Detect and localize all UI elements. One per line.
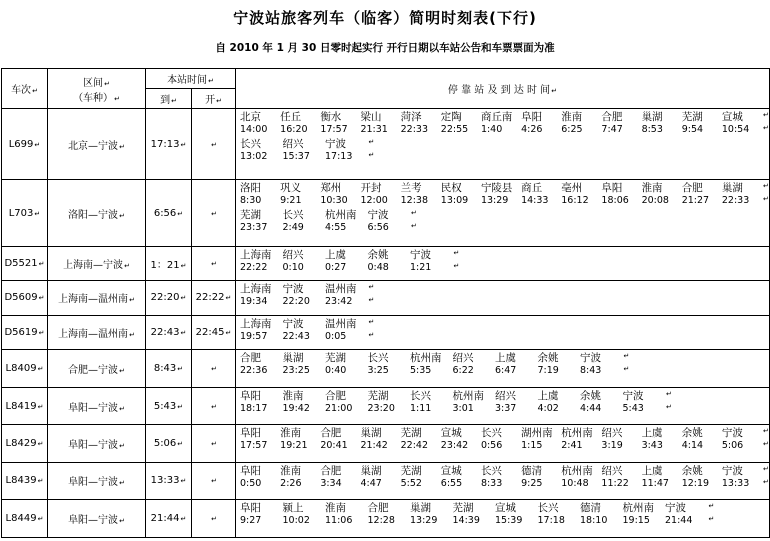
depart-time: 22:22↵ [192,281,236,315]
stop-time: 3:19 [601,439,623,451]
stop-station: 合肥 [320,465,342,478]
stop-station: 长兴 [537,501,559,514]
stop-station: 合肥 [601,111,623,124]
stop-time: 0:27 [325,261,347,273]
arrive-time: 17:13↵ [146,109,192,180]
stop-time: 18:17 [240,403,268,415]
stop-time: 8:30 [240,195,262,207]
stop-station: 长兴 [367,351,389,364]
stop-time: 10:30 [320,195,348,207]
stop-time: 21:27 [681,195,710,207]
stops-cell: 阜阳 颍上 淮南 合肥 巢湖 芜湖 宣城 长兴 德清 杭州南 宁波 ↵ 9:27 10:02 11:06 12:28 13:29 14:39 15:39 17:18 18:10 19:15 21:44 ↵ [236,499,770,538]
stop-time: 5:35 [410,364,432,376]
stop-time: 6:22 [452,364,474,376]
stop-station: 杭州南 [410,351,442,364]
timetable [1,68,770,538]
train-section: 洛阳—宁波↵ [48,180,146,247]
stop-station: 阜阳 [240,465,261,478]
stop-time: 22:20 [282,296,310,308]
stop-time: 13:09 [440,195,469,207]
stop-station: 宁波 [282,283,304,296]
stop-station: 任丘 [280,111,302,124]
stop-time: 9:54 [681,124,704,136]
depart-time: ↵ [192,349,236,387]
stop-station: 衡水 [320,111,342,124]
stop-time: 5:52 [400,478,422,490]
stop-time: 23:37 [240,222,268,234]
stop-time: 1:21 [410,261,432,273]
stop-time: 22:33 [721,195,750,207]
stop-time: 8:53 [641,124,663,136]
stop-time: 3:01 [452,403,474,415]
stop-station: 余姚 [580,390,601,403]
stop-station: 民权 [440,182,462,195]
header-depart: 开↵ [192,89,236,109]
train-no: L8409↵ [2,349,48,387]
arrive-time: 21:44↵ [146,499,192,538]
table-row [2,180,770,247]
stop-station: 宣城 [495,501,516,514]
table-row [2,281,770,315]
stops-cell: 北京 任丘 衡水 梁山 菏泽 定陶 商丘南 阜阳 淮南 合肥 巢湖 芜湖 宣城 ↵ 14:00 16:20 17:57 21:31 22:33 22:55 1:40 4:26 6:25 7:47 8:53 9:54 10:54 ↵ 长兴 绍兴 宁波 ↵ 13:02 15:37 17:13 ↵ [236,109,770,180]
table-row [2,109,770,180]
stop-time: 3:25 [367,364,389,376]
stop-station: 巢湖 [641,111,663,124]
stop-station: 阜阳 [240,426,261,439]
train-no: L699↵ [2,109,48,180]
train-section: 阜阳—宁波↵ [48,424,146,462]
stop-station: 绍兴 [495,390,516,403]
stops-cell: 上海南 宁波 温州南 ↵ 19:34 22:20 23:42 ↵ [236,281,770,315]
arrive-time: 22:43↵ [146,315,192,349]
stop-station: 淮南 [282,390,304,403]
stop-time: 14:39 [452,514,480,526]
arrive-time: 5:43↵ [146,388,192,424]
stop-station: 淮南 [641,182,663,195]
stop-time: 12:19 [681,478,710,490]
stop-time: 4:44 [580,403,602,415]
stop-time: 13:29 [410,514,438,526]
stop-station: 余姚 [537,351,559,364]
stops-cell: 阜阳 淮南 合肥 巢湖 芜湖 宣城 长兴 德清 杭州南 绍兴 上虞 余姚 宁波 ↵ 0:50 2:26 3:34 4:47 5:52 6:55 8:33 9:25 10:48 11:22 11:47 12:19 13:33 ↵ [236,463,770,499]
table-row [2,463,770,499]
stop-time: 3:43 [641,439,663,451]
stop-station: 上虞 [641,426,663,439]
train-no: D5619↵ [2,315,48,349]
stop-time: 6:56 [367,222,389,234]
table-row [2,499,770,538]
train-no: L8449↵ [2,499,48,538]
arrive-time: 5:06↵ [146,424,192,462]
stop-station: 长兴 [410,390,431,403]
stop-time: 12:00 [360,195,388,207]
page-title: 宁波站旅客列车（临客）简明时刻表(下行) [233,9,537,27]
stop-station: 温州南 [325,283,357,296]
stop-time: 23:42 [325,296,353,308]
train-no: L8419↵ [2,388,48,424]
stop-time: 22:43 [282,330,310,342]
arrive-time: 13:33↵ [146,463,192,499]
depart-time: ↵ [192,463,236,499]
stop-time: 17:13 [325,151,353,163]
header-station-time: 本站时间↵ [146,69,236,89]
stop-station: 上海南 [240,317,272,330]
stop-time: 23:42 [440,439,469,451]
stop-station: 宁波 [367,209,389,222]
stop-time: 5:06 [721,439,744,451]
stop-time: 4:14 [681,439,704,451]
stop-station: 定陶 [440,111,462,124]
stop-station: 宁陵县 [480,182,513,195]
stop-time: 0:05 [325,330,347,342]
stop-time: 20:41 [320,439,348,451]
stop-time: 4:47 [360,478,382,490]
train-section: 上海南—温州南↵ [48,281,146,315]
stops-cell: 洛阳 巩义 郑州 开封 兰考 民权 宁陵县 商丘 亳州 阜阳 淮南 合肥 巢湖 ↵ 8:30 9:21 10:30 12:00 12:38 13:09 13:29 14:33 16:12 18:06 20:08 21:27 22:33 ↵ 芜湖 长兴 杭州南 宁波 ↵ 23:37 2:49 4:55 6:56 ↵ [236,180,770,247]
depart-time: ↵ [192,388,236,424]
stop-station: 巢湖 [410,501,431,514]
stop-station: 兰考 [400,182,422,195]
stop-time: 21:42 [360,439,388,451]
arrive-time: 8:43↵ [146,349,192,387]
train-section: 上海南—温州南↵ [48,315,146,349]
stop-time: 11:47 [641,478,669,490]
stop-time: 22:55 [440,124,469,136]
stop-station: 宁波 [721,426,743,439]
stop-station: 巢湖 [360,426,382,439]
stop-station: 阜阳 [521,111,543,124]
stop-time: 22:42 [400,439,429,451]
stop-time: 5:43 [622,403,644,415]
stop-station: 余姚 [681,426,703,439]
stop-time: 22:22 [240,261,268,273]
stop-station: 绍兴 [601,426,623,439]
stop-time: 21:44 [665,514,693,526]
stop-station: 绍兴 [282,248,304,261]
train-no: L8439↵ [2,463,48,499]
stops-cell: 阜阳 淮南 合肥 芜湖 长兴 杭州南 绍兴 上虞 余姚 宁波 ↵ 18:17 19:42 21:00 23:20 1:11 3:01 3:37 4:02 4:44 5:43 ↵ [236,388,770,424]
stop-time: 10:54 [721,124,750,136]
header-stops: 停 靠 站 及 到 达 时 间↵ [236,69,770,109]
stop-station: 上海南 [240,248,272,261]
stop-station: 淮南 [280,465,302,478]
stop-station: 宣城 [721,111,743,124]
stop-station: 宁波 [282,317,304,330]
stop-time: 6:47 [495,364,517,376]
stop-time: 19:21 [280,439,308,451]
stop-station: 亳州 [561,182,583,195]
stop-time: 16:12 [561,195,589,207]
table-row [2,424,770,462]
stops-cell: 上海南 宁波 温州南 ↵ 19:57 22:43 0:05 ↵ [236,315,770,349]
stop-station: 阜阳 [240,390,261,403]
stop-time: 11:22 [601,478,629,490]
stop-time: 0:56 [480,439,503,451]
stop-time: 16:20 [280,124,308,136]
stop-station: 芜湖 [681,111,703,124]
stop-time: 19:57 [240,330,268,342]
stop-station: 芜湖 [400,426,422,439]
stop-station: 梁山 [360,111,382,124]
train-no: D5609↵ [2,281,48,315]
stop-station: 芜湖 [325,351,346,364]
table-row [2,349,770,387]
stop-station: 宁波 [580,351,601,364]
stop-station: 上虞 [325,248,346,261]
depart-time: 22:45↵ [192,315,236,349]
stop-station: 芜湖 [400,465,422,478]
table-row [2,388,770,424]
stop-time: 19:42 [282,403,310,415]
stop-station: 宁波 [410,248,431,261]
stop-time: 12:28 [367,514,395,526]
stop-time: 14:00 [240,124,268,136]
stop-time: 19:15 [622,514,650,526]
stop-station: 洛阳 [240,182,261,195]
stop-time: 3:37 [495,403,517,415]
stop-time: 10:02 [282,514,310,526]
stop-time: 1:15 [521,439,543,451]
stop-station: 芜湖 [240,209,261,222]
stop-time: 0:50 [240,478,262,490]
stop-time: 22:36 [240,364,268,376]
stop-station: 余姚 [367,248,389,261]
train-no: D5521↵ [2,246,48,280]
stop-time: 20:08 [641,195,669,207]
header-train-no: 车次↵ [2,69,48,109]
stop-time: 15:39 [495,514,523,526]
stop-time: 7:19 [537,364,559,376]
stop-time: 9:25 [521,478,543,490]
stop-time: 19:34 [240,296,268,308]
stop-time: 11:06 [325,514,353,526]
stop-time: 2:41 [561,439,583,451]
stop-station: 商丘 [521,182,543,195]
stop-station: 巢湖 [721,182,743,195]
stop-station: 淮南 [280,426,302,439]
stop-station: 合肥 [325,390,346,403]
stop-station: 杭州南 [561,426,593,439]
stops-cell: 阜阳 淮南 合肥 巢湖 芜湖 宣城 长兴 湖州南 杭州南 绍兴 上虞 余姚 宁波 ↵ 17:57 19:21 20:41 21:42 22:42 23:42 0:56 1:15 2:41 3:19 3:43 4:14 5:06 ↵ [236,424,770,462]
page-subtitle: 自 2010 年 1 月 30 日零时起实行 开行日期以车站公告和车票票面为准 [215,42,555,54]
stop-time: 17:18 [537,514,565,526]
stop-station: 绍兴 [282,138,304,151]
stop-station: 芜湖 [367,390,389,403]
stop-station: 绍兴 [601,465,623,478]
stop-time: 15:37 [282,151,310,163]
depart-time: ↵ [192,109,236,180]
stop-time: 9:27 [240,514,262,526]
depart-time: ↵ [192,246,236,280]
stop-time: 6:25 [561,124,583,136]
stop-time: 13:29 [480,195,509,207]
stop-station: 芜湖 [452,501,474,514]
stop-station: 宣城 [440,465,462,478]
arrive-time: 6:56↵ [146,180,192,247]
train-no: L703↵ [2,180,48,247]
stop-station: 巩义 [280,182,302,195]
stop-station: 湖州南 [521,426,553,439]
depart-time: ↵ [192,499,236,538]
stop-station: 上虞 [641,465,663,478]
train-section: 合肥—宁波↵ [48,349,146,387]
stop-time: 4:02 [537,403,559,415]
stop-time: 12:38 [400,195,429,207]
stop-time: 0:40 [325,364,347,376]
train-section: 阜阳—宁波↵ [48,499,146,538]
stop-time: 6:55 [440,478,463,490]
stop-time: 2:26 [280,478,302,490]
train-no: L8429↵ [2,424,48,462]
stop-time: 1:11 [410,403,432,415]
stop-station: 商丘南 [480,111,513,124]
stop-station: 上虞 [537,390,559,403]
stop-station: 宁波 [325,138,346,151]
stop-station: 德清 [521,465,543,478]
stop-station: 绍兴 [452,351,474,364]
stop-station: 杭州南 [561,465,593,478]
stop-station: 巢湖 [282,351,304,364]
stop-time: 2:49 [282,222,304,234]
stop-time: 13:02 [240,151,268,163]
header-arrive: 到↵ [146,89,192,109]
stop-time: 21:31 [360,124,388,136]
stop-time: 8:33 [480,478,503,490]
stop-station: 德清 [580,501,601,514]
stop-station: 杭州南 [452,390,484,403]
stop-station: 巢湖 [360,465,382,478]
stops-cell: 合肥 巢湖 芜湖 长兴 杭州南 绍兴 上虞 余姚 宁波 ↵ 22:36 23:25 0:40 3:25 5:35 6:22 6:47 7:19 8:43 ↵ [236,349,770,387]
stop-time: 18:10 [580,514,608,526]
train-section: 阜阳—宁波↵ [48,388,146,424]
stop-station: 淮南 [561,111,583,124]
stop-station: 杭州南 [325,209,357,222]
stop-time: 0:10 [282,261,304,273]
stop-time: 17:57 [240,439,268,451]
stop-time: 3:34 [320,478,342,490]
stop-station: 上海南 [240,283,272,296]
stop-time: 23:25 [282,364,310,376]
stop-time: 13:33 [721,478,750,490]
arrive-time: 1：21↵ [146,246,192,280]
stop-station: 上虞 [495,351,516,364]
stop-station: 阜阳 [601,182,623,195]
stop-station: 阜阳 [240,501,261,514]
header-section: 区间↵ （车种）↵ [48,69,146,109]
stop-station: 合肥 [681,182,703,195]
arrive-time: 22:20↵ [146,281,192,315]
train-section: 上海南—宁波↵ [48,246,146,280]
stop-station: 合肥 [320,426,342,439]
stop-station: 宁波 [622,390,644,403]
stop-time: 1:40 [480,124,503,136]
stop-time: 0:48 [367,261,389,273]
stop-time: 21:00 [325,403,353,415]
stop-station: 开封 [360,182,382,195]
stop-station: 宣城 [440,426,462,439]
stop-time: 22:33 [400,124,429,136]
stop-time: 23:20 [367,403,395,415]
stop-station: 长兴 [240,138,261,151]
stop-station: 郑州 [320,182,342,195]
stops-cell: 上海南 绍兴 上虞 余姚 宁波 ↵ 22:22 0:10 0:27 0:48 1:21 ↵ [236,246,770,280]
stop-time: 9:21 [280,195,302,207]
stop-station: 长兴 [282,209,304,222]
stop-time: 4:55 [325,222,347,234]
stop-station: 温州南 [325,317,357,330]
stop-time: 8:43 [580,364,602,376]
stop-station: 长兴 [480,426,502,439]
stop-station: 颍上 [282,501,304,514]
stop-time: 18:06 [601,195,629,207]
stop-time: 4:26 [521,124,543,136]
train-section: 北京—宁波↵ [48,109,146,180]
stop-station: 淮南 [325,501,346,514]
depart-time: ↵ [192,180,236,247]
depart-time: ↵ [192,424,236,462]
stop-time: 10:48 [561,478,589,490]
stop-station: 宁波 [665,501,686,514]
stop-time: 17:57 [320,124,348,136]
stop-station: 宁波 [721,465,743,478]
train-section: 阜阳—宁波↵ [48,463,146,499]
stop-station: 长兴 [480,465,502,478]
table-row [2,315,770,349]
stop-station: 杭州南 [622,501,654,514]
stop-station: 余姚 [681,465,703,478]
stop-station: 合肥 [367,501,389,514]
stop-station: 合肥 [240,351,261,364]
stop-time: 7:47 [601,124,623,136]
stop-station: 北京 [240,111,261,124]
stop-time: 14:33 [521,195,549,207]
table-row [2,246,770,280]
stop-station: 菏泽 [400,111,422,124]
